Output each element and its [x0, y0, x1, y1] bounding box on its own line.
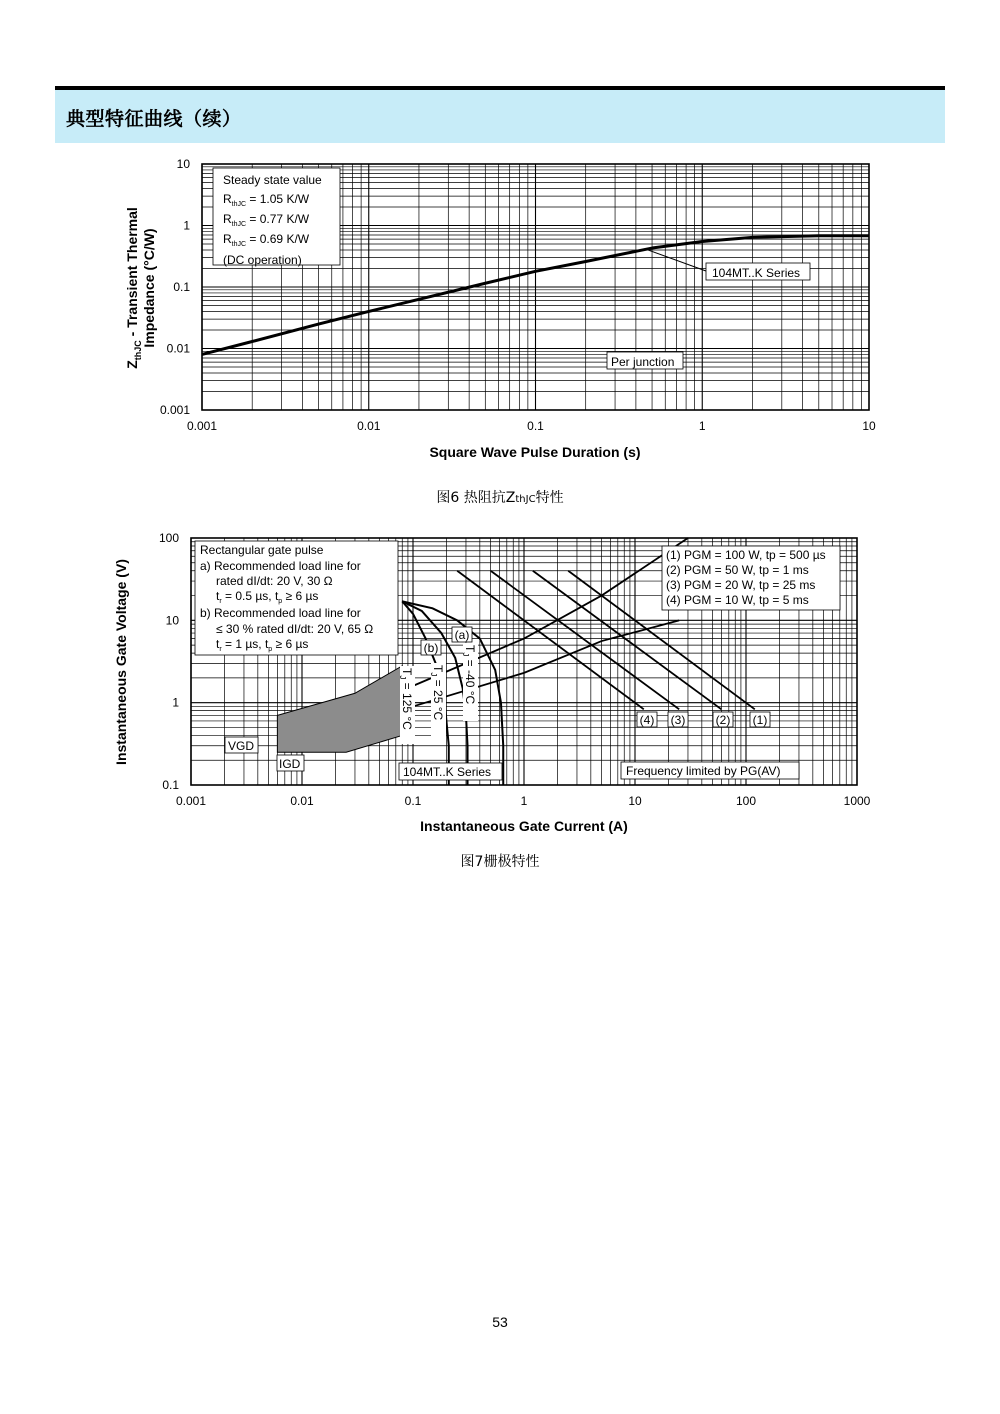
c1-x-axis-label: Square Wave Pulse Duration (s) [429, 444, 641, 460]
c2-x-axis-label: Instantaneous Gate Current (A) [420, 818, 628, 834]
figure6-caption-sub: thJC [515, 494, 536, 505]
figure7-caption: 图7栅极特性 [460, 854, 540, 870]
c2-load-label-b: (b) [423, 641, 439, 655]
c2-temp-label-sub: J [429, 672, 438, 677]
c1-y-tick-label: 0.01 [166, 341, 190, 356]
c1-series-label: 104MT..K Series [712, 266, 801, 280]
c2-note-text: = 1 µs, t [221, 637, 269, 651]
c1-legend-r-text: = 0.77 K/W [246, 212, 310, 226]
c2-y-axis-label: Instantaneous Gate Voltage (V) [113, 559, 129, 765]
c2-freq-label: Frequency limited by PG(AV) [626, 764, 781, 778]
c2-temp-label-sub: J [398, 675, 407, 680]
c2-temp-label-val: = -40 °C [463, 656, 477, 705]
c2-x-tick-label: 0.01 [290, 794, 314, 808]
c2-y-tick-label: 1 [172, 695, 179, 710]
c1-x-tick-label: 1 [698, 419, 706, 433]
c2-shaded-region [277, 666, 402, 752]
c1-y-tick-label: 1 [183, 218, 190, 233]
c1-y-axis-label-line2: Impedance (°C/W) [141, 228, 157, 348]
c1-x-tick-label: 0.001 [186, 419, 218, 433]
c2-x-tick-label: 100 [735, 794, 757, 808]
c1-legend-r-sub: thJC [231, 201, 247, 208]
c2-note-t: t [216, 637, 220, 651]
c1-y-tick-label: 10 [176, 157, 190, 171]
figure6-caption-prefix: 图6 热阻抗Z [436, 490, 516, 506]
c2-temp-label-val: = 125 °C [400, 679, 414, 730]
c1-legend-r-prefix: R [223, 192, 232, 206]
c2-note-line: b) Recommended load line for [200, 606, 361, 620]
c2-note-text: = 0.5 µs, t [221, 589, 279, 603]
c2-igd-label: IGD [279, 757, 301, 771]
c2-note-line: rated dI/dt: 20 V, 30 Ω [216, 574, 333, 588]
c1-legend-r-text: = 0.69 K/W [246, 232, 310, 246]
c2-legend-entry: (3) PGM = 20 W, tp = 25 ms [666, 578, 816, 592]
page-title: 典型特征曲线（续） [66, 108, 242, 130]
c2-x-tick-label: 10 [628, 794, 642, 808]
c2-y-tick-label: 10 [165, 613, 179, 628]
c2-note-sub: p [268, 646, 273, 653]
c2-load-label-a: (a) [454, 628, 470, 642]
c2-legend-entry: (4) PGM = 10 W, tp = 5 ms [666, 593, 809, 607]
page-number: 53 [492, 1314, 508, 1330]
c2-curve-label: (3) [670, 713, 686, 727]
c2-legend-entry: (1) PGM = 100 W, tp = 500 µs [666, 548, 826, 562]
c2-temp-label-val: = 25 °C [431, 676, 445, 721]
c2-y-tick-label: 0.1 [162, 778, 179, 792]
c2-series-label: 104MT..K Series [403, 765, 492, 779]
c1-legend-r-prefix: R [223, 212, 232, 226]
c2-note-t: t [216, 589, 220, 603]
c2-temp-label-sub: J [461, 652, 470, 657]
c2-curve-label: (4) [639, 713, 655, 727]
c2-y-tick-label: 100 [158, 531, 179, 545]
c2-temp-label-t: T [463, 645, 477, 653]
c2-note-text: ≥ 6 µs [272, 637, 309, 651]
c1-y-tick-label: 0.001 [159, 403, 190, 417]
c1-legend-r-sub: thJC [231, 241, 247, 248]
c1-legend-line5: (DC operation) [223, 253, 302, 267]
c1-y-tick-label: 0.1 [173, 280, 190, 294]
c2-x-tick-label: 1 [520, 794, 528, 808]
c2-curve-label: (1) [752, 713, 768, 727]
c2-x-tick-label: 0.001 [175, 794, 207, 808]
c1-legend-r-prefix: R [223, 232, 232, 246]
c1-legend-r-text: = 1.05 K/W [246, 192, 310, 206]
c2-note-timing-a [216, 589, 318, 605]
c1-legend-r-sub: thJC [231, 221, 247, 228]
c2-note-text: ≥ 6 µs [282, 589, 319, 603]
c1-x-tick-label: 10 [862, 419, 876, 433]
c2-x-tick-label: 1000 [843, 794, 871, 808]
c2-temp-label-t: T [431, 665, 445, 673]
c2-note-timing-b [216, 637, 308, 653]
figure6-caption-suffix: 特性 [535, 490, 564, 506]
c2-note-sub: r [219, 598, 222, 605]
c2-temp-label-t: T [400, 668, 414, 676]
c1-legend-line1: Steady state value [223, 173, 322, 187]
c2-curve-label: (2) [715, 713, 731, 727]
c1-y-axis-label-rest: - Transient Thermal [124, 207, 140, 341]
c2-power-curve [454, 571, 644, 710]
c2-vgd-label: VGD [228, 739, 255, 753]
c2-legend-entry: (2) PGM = 50 W, tp = 1 ms [666, 563, 809, 577]
c2-note-line: Rectangular gate pulse [200, 543, 324, 557]
c1-y-axis-label-main: Z [124, 360, 140, 369]
c2-note-line: ≤ 30 % rated dI/dt: 20 V, 65 Ω [216, 622, 374, 636]
c1-x-tick-label: 0.01 [357, 419, 381, 433]
c1-x-tick-label: 0.1 [527, 419, 544, 433]
c2-x-tick-label: 0.1 [404, 794, 422, 808]
c1-per-junction-label: Per junction [611, 355, 675, 369]
c2-note-sub: p [278, 598, 283, 605]
c2-note-line: a) Recommended load line for [200, 559, 361, 573]
c2-note-sub: r [219, 646, 222, 653]
c1-y-axis-label-sub: thJC [133, 340, 143, 361]
